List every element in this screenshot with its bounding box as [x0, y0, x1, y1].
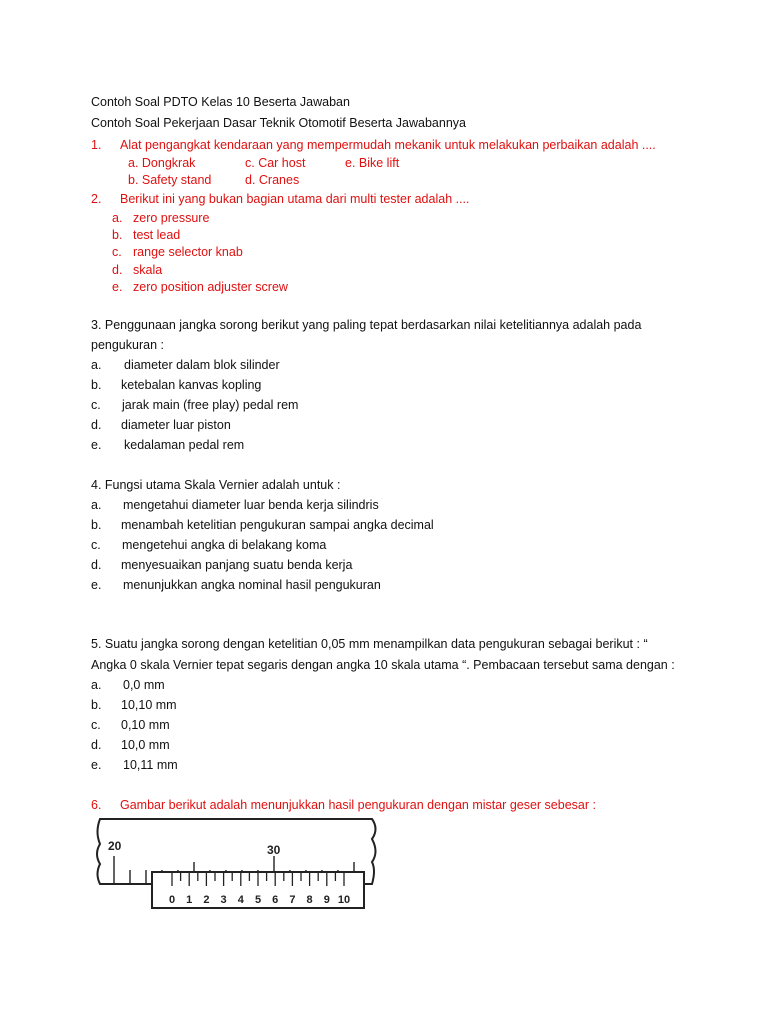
- q3-option-text: ketebalan kanvas kopling: [121, 378, 262, 392]
- q5-option-letter: c.: [91, 718, 101, 732]
- q5-option-text: 10,10 mm: [121, 698, 177, 712]
- q4-option-text: mengetehui angka di belakang koma: [122, 538, 327, 552]
- q2-option-letter: a.: [112, 211, 123, 225]
- vernier-scale-label: 0: [168, 894, 176, 906]
- vernier-scale-label: 2: [203, 894, 210, 906]
- q1-option-b: b. Safety stand: [128, 173, 212, 187]
- q5-option-text: 10,11 mm: [123, 758, 178, 772]
- q2-option-letter: d.: [112, 263, 123, 277]
- q5-text-line1: 5. Suatu jangka sorong dengan ketelitian 0,05 mm menampilkan data pengukuran sebagai berikut : “: [91, 637, 648, 651]
- q6-text: Gambar berikut adalah menunjukkan hasil pengukuran dengan mistar geser sebesar :: [120, 798, 596, 812]
- q5-option-letter: e.: [91, 758, 102, 772]
- q3-option-text: diameter luar piston: [121, 418, 231, 432]
- q3-option-letter: e.: [91, 438, 102, 452]
- q1-number: 1.: [91, 138, 102, 152]
- q2-number: 2.: [91, 192, 102, 206]
- q4-option-letter: a.: [91, 498, 102, 512]
- q3-option-text: diameter dalam blok silinder: [124, 358, 280, 372]
- main-scale-label-30: 30: [267, 843, 281, 857]
- vernier-scale-label: 8: [306, 894, 313, 906]
- q4-option-text: menyesuaikan panjang suatu benda kerja: [121, 558, 353, 572]
- vernier-scale-label: 7: [289, 894, 296, 906]
- vernier-scale-label: 3: [220, 894, 227, 906]
- q4-option-text: menunjukkan angka nominal hasil pengukuran: [123, 578, 381, 592]
- vernier-scale-label: 4: [237, 894, 244, 906]
- q2-option-letter: e.: [112, 280, 123, 294]
- vernier-caliper-figure: [92, 814, 392, 914]
- q2-text: Berikut ini yang bukan bagian utama dari multi tester adalah ....: [120, 192, 470, 206]
- q3-option-letter: c.: [91, 398, 101, 412]
- q2-option-text: zero pressure: [133, 211, 210, 225]
- q5-text-line2: Angka 0 skala Vernier tepat segaris dengan angka 10 skala utama “. Pembacaan tersebut sama dengan :: [91, 658, 675, 672]
- vernier-scale-label: 6: [272, 894, 279, 906]
- q3-option-text: kedalaman pedal rem: [124, 438, 245, 452]
- document-subtitle: Contoh Soal Pekerjaan Dasar Teknik Otomotif Beserta Jawabannya: [91, 116, 466, 130]
- q3-option-letter: d.: [91, 418, 102, 432]
- q4-option-letter: e.: [91, 578, 102, 592]
- q1-option-c: c. Car host: [245, 156, 306, 170]
- main-scale-label-20: 20: [108, 839, 122, 853]
- q3-option-letter: b.: [91, 378, 102, 392]
- q1-text: Alat pengangkat kendaraan yang mempermudah mekanik untuk melakukan perbaikan adalah ....: [120, 138, 656, 152]
- q4-option-text: menambah ketelitian pengukuran sampai angka decimal: [121, 518, 434, 532]
- q4-option-letter: d.: [91, 558, 102, 572]
- q1-option-d: d. Cranes: [245, 173, 300, 187]
- q3-option-letter: a.: [91, 358, 102, 372]
- q1-option-a: a. Dongkrak: [128, 156, 196, 170]
- vernier-scale-label: 1: [186, 894, 193, 906]
- q5-option-text: 0,0 mm: [123, 678, 165, 692]
- q5-option-letter: b.: [91, 698, 102, 712]
- vernier-scale-label: 10: [337, 894, 351, 906]
- q4-option-letter: c.: [91, 538, 101, 552]
- q4-option-text: mengetahui diameter luar benda kerja silindris: [123, 498, 379, 512]
- q6-number: 6.: [91, 798, 102, 812]
- vernier-scale-label: 5: [254, 894, 262, 906]
- q5-option-text: 10,0 mm: [121, 738, 170, 752]
- q2-option-text: test lead: [133, 228, 181, 242]
- q5-option-letter: a.: [91, 678, 102, 692]
- vernier-scale-label: 9: [323, 894, 330, 906]
- q2-option-text: range selector knab: [133, 245, 243, 259]
- q2-option-text: zero position adjuster screw: [133, 280, 288, 294]
- q2-option-text: skala: [133, 263, 163, 277]
- q1-option-e: e. Bike lift: [345, 156, 400, 170]
- q4-option-letter: b.: [91, 518, 102, 532]
- q3-text-line2: pengukuran :: [91, 338, 164, 352]
- q4-text: 4. Fungsi utama Skala Vernier adalah untuk :: [91, 478, 341, 492]
- document-title: Contoh Soal PDTO Kelas 10 Beserta Jawaban: [91, 95, 350, 109]
- q2-option-letter: c.: [112, 245, 122, 259]
- q5-option-letter: d.: [91, 738, 102, 752]
- q3-option-text: jarak main (free play) pedal rem: [122, 398, 299, 412]
- q2-option-letter: b.: [112, 228, 123, 242]
- q5-option-text: 0,10 mm: [121, 718, 170, 732]
- q3-text-line1: 3. Penggunaan jangka sorong berikut yang paling tepat berdasarkan nilai ketelitiannya adalah pada: [91, 318, 642, 332]
